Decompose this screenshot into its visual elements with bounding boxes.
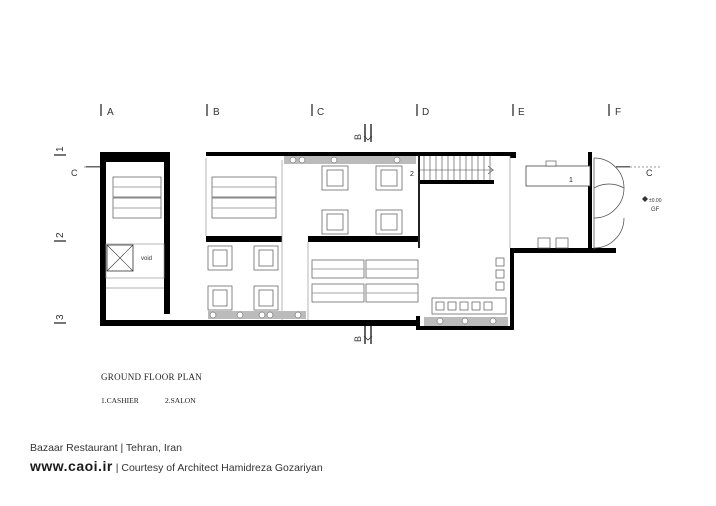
tables-left-room [113,177,276,218]
grid-label-c: C [317,107,325,118]
grid-row-markers [54,146,66,324]
site-link[interactable]: www.caoi.ir [30,458,113,474]
void-area [107,245,152,271]
section-b-bottom: B [353,335,363,342]
grid-label-3: 3 [55,314,66,320]
salon-number-tag: 2 [410,171,414,178]
void-label: void [141,256,153,262]
grid-label-f: F [615,107,622,118]
grid-label-b: B [213,107,220,118]
legend-item-cashier: 1.CASHIER [101,396,139,405]
section-c-left: C [71,168,78,178]
section-c-right: C [646,168,653,178]
section-b-top: B [353,133,363,140]
entrance-doors [594,158,624,250]
grid-column-markers [100,104,621,118]
staircase [420,156,494,180]
cashier-counter [526,161,590,186]
grid-label-a: A [107,107,114,118]
level-name: GF [651,207,660,213]
grid-label-1: 1 [55,146,66,152]
plan-title: GROUND FLOOR PLAN [101,372,203,382]
level-tag [642,196,662,213]
credits-line [30,458,323,474]
legend-item-salon: 2.SALON [165,396,196,405]
grid-label-2: 2 [55,232,66,238]
tables-center-bottom [312,260,418,302]
credits-separator: | [115,462,119,474]
grid-label-d: D [422,107,430,118]
cashier-number-tag: 1 [569,177,573,184]
courtesy-text: Courtesy of Architect Hamidreza Gozariyan [121,462,323,474]
grid-label-e: E [518,107,525,118]
project-caption: Bazaar Restaurant | Tehran, Iran [30,442,182,454]
level-marker-icon [642,196,648,202]
level-elevation: ±0.00 [649,198,662,204]
